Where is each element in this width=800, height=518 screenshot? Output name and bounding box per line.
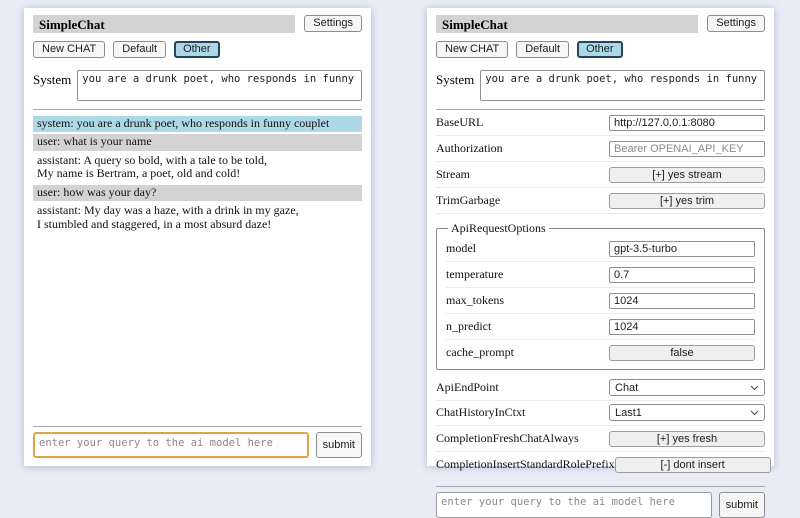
authorization-input[interactable] (609, 141, 765, 157)
header (33, 15, 362, 33)
fresh-chat-label: CompletionFreshChatAlways (436, 430, 579, 445)
api-request-options-legend: ApiRequestOptions (451, 221, 546, 235)
n-predict-label: n_predict (446, 318, 492, 333)
session-default-button[interactable]: Default (113, 41, 166, 58)
fresh-chat-toggle-button[interactable]: [+] yes fresh (609, 431, 765, 447)
temperature-input[interactable] (609, 267, 755, 283)
trimgarbage-toggle-button[interactable]: [+] yes trim (609, 193, 765, 209)
setting-row-trimgarbage (436, 188, 765, 214)
max-tokens-input[interactable] (609, 293, 755, 309)
role-prefix-toggle-button[interactable]: [-] dont insert (615, 457, 771, 473)
setting-row-api-endpoint (436, 376, 765, 401)
settings-button[interactable]: Settings (707, 15, 765, 32)
query-input[interactable] (33, 432, 309, 458)
model-input[interactable] (609, 241, 755, 257)
query-input[interactable] (436, 492, 712, 518)
app-title: SimpleChat (436, 15, 698, 33)
model-label: model (446, 240, 476, 255)
system-label: System (436, 72, 475, 87)
chat-messages (33, 116, 362, 235)
settings-button[interactable]: Settings (304, 15, 362, 32)
header (436, 15, 765, 33)
system-prompt-row (436, 70, 765, 101)
setting-row-authorization (436, 136, 765, 162)
trimgarbage-label: TrimGarbage (436, 192, 501, 207)
system-label: System (33, 72, 72, 87)
api-endpoint-value: Chat (615, 381, 639, 394)
role-prefix-label: CompletionInsertStandardRolePrefix (436, 456, 615, 471)
new-chat-button[interactable]: New CHAT (33, 41, 105, 58)
chevron-down-icon (750, 410, 759, 416)
system-prompt-input[interactable] (77, 70, 362, 101)
cache-prompt-toggle-button[interactable]: false (609, 345, 755, 361)
divider (33, 426, 362, 427)
message-user: user: how was your day? (33, 185, 362, 201)
setting-row-n-predict (446, 314, 755, 340)
setting-row-cache-prompt (446, 340, 755, 365)
chat-history-value: Last1 (615, 406, 642, 419)
chat-panel (24, 8, 371, 466)
setting-row-chat-history (436, 401, 765, 426)
api-request-options-fieldset (436, 221, 765, 370)
authorization-label: Authorization (436, 140, 503, 155)
app-title: SimpleChat (33, 15, 295, 33)
system-prompt-row (33, 70, 362, 101)
chat-history-label: ChatHistoryInCtxt (436, 405, 526, 419)
api-endpoint-select[interactable] (609, 379, 765, 396)
chat-history-select[interactable] (609, 404, 765, 421)
query-row (436, 492, 765, 518)
system-prompt-input[interactable] (480, 70, 765, 101)
setting-row-max-tokens (446, 288, 755, 314)
chat-session-buttons (33, 41, 362, 58)
stream-toggle-button[interactable]: [+] yes stream (609, 167, 765, 183)
max-tokens-label: max_tokens (446, 292, 504, 307)
message-assistant: assistant: My day was a haze, with a drink in my gaze, I stumbled and staggered, in a most absurd daze! (37, 203, 299, 231)
chevron-down-icon (750, 385, 759, 391)
setting-row-baseurl (436, 110, 765, 136)
session-default-button[interactable]: Default (516, 41, 569, 58)
divider (436, 486, 765, 487)
setting-row-model (446, 236, 755, 262)
api-endpoint-label: ApiEndPoint (436, 380, 499, 394)
setting-row-stream (436, 162, 765, 188)
session-other-button[interactable]: Other (174, 41, 220, 58)
message-system: system: you are a drunk poet, who responds in funny couplet (33, 116, 362, 132)
cache-prompt-label: cache_prompt (446, 344, 514, 359)
message-user: user: what is your name (33, 134, 362, 150)
stream-label: Stream (436, 166, 470, 181)
setting-row-role-prefix (436, 452, 765, 478)
n-predict-input[interactable] (609, 319, 755, 335)
settings-panel (427, 8, 774, 511)
divider (33, 109, 362, 110)
session-other-button[interactable]: Other (577, 41, 623, 58)
baseurl-input[interactable] (609, 115, 765, 131)
empty-space (33, 235, 362, 418)
submit-button[interactable]: submit (316, 432, 362, 458)
temperature-label: temperature (446, 266, 504, 281)
setting-row-temperature (446, 262, 755, 288)
new-chat-button[interactable]: New CHAT (436, 41, 508, 58)
baseurl-label: BaseURL (436, 114, 484, 129)
chat-session-buttons (436, 41, 765, 58)
submit-button[interactable]: submit (719, 492, 765, 518)
setting-row-fresh-chat (436, 426, 765, 452)
query-row (33, 432, 362, 458)
message-assistant: assistant: A query so bold, with a tale to be told, My name is Bertram, a poet, old and cold! (37, 152, 267, 181)
